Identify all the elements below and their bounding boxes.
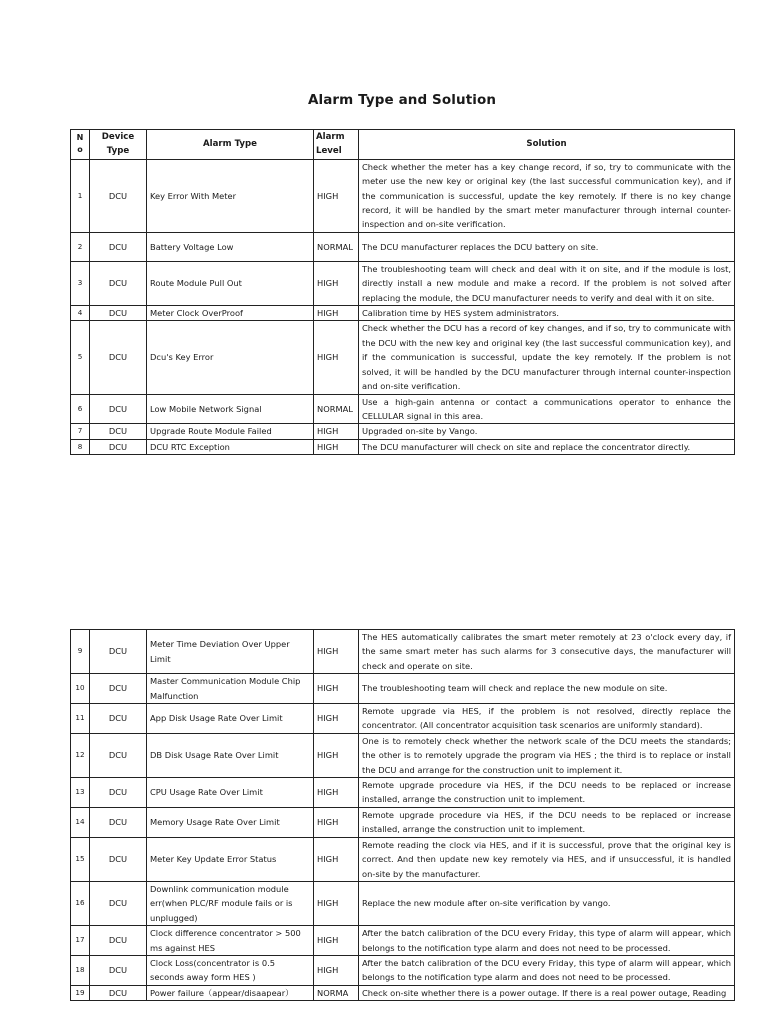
alarm-type-cell: Meter Clock OverProof — [147, 306, 314, 321]
alarm-type-cell: Power failure（appear/disaapear） — [147, 985, 314, 1000]
row-number: 18 — [71, 955, 90, 985]
row-number: 8 — [71, 439, 90, 454]
solution-cell: After the batch calibration of the DCU every Friday, this type of alarm will appear, which belongs to the notification type alarm and does not need to be processed. — [359, 955, 735, 985]
table-row — [71, 306, 735, 321]
row-number: 19 — [71, 985, 90, 1000]
table-row — [71, 424, 735, 439]
alarm-table-2 — [70, 629, 735, 1001]
row-number: 14 — [71, 807, 90, 837]
row-number: 9 — [71, 630, 90, 674]
device-type-cell: DCU — [90, 439, 147, 454]
table-row — [71, 704, 735, 734]
row-number: 6 — [71, 394, 90, 424]
alarm-level-cell: HIGH — [314, 704, 359, 734]
device-type-cell: DCU — [90, 733, 147, 777]
alarm-level-cell: HIGH — [314, 881, 359, 925]
alarm-type-cell: Clock Loss(concentrator is 0.5 seconds away form HES ) — [147, 955, 314, 985]
alarm-level-cell: HIGH — [314, 159, 359, 232]
table-row — [71, 630, 735, 674]
alarm-type-cell: Meter Time Deviation Over Upper Limit — [147, 630, 314, 674]
table-row — [71, 321, 735, 394]
device-type-cell: DCU — [90, 926, 147, 956]
row-number: 11 — [71, 704, 90, 734]
device-type-cell: DCU — [90, 881, 147, 925]
device-type-cell: DCU — [90, 704, 147, 734]
solution-cell: Remote upgrade procedure via HES, if the DCU needs to be replaced or increase installed, arrange the construction unit to implement. — [359, 778, 735, 808]
row-number: 15 — [71, 837, 90, 881]
page-title: Alarm Type and Solution — [307, 92, 497, 108]
solution-cell: Check on-site whether there is a power outage. If there is a real power outage, Reading — [359, 985, 735, 1000]
row-number: 7 — [71, 424, 90, 439]
row-number: 16 — [71, 881, 90, 925]
alarm-level-cell: HIGH — [314, 778, 359, 808]
table-header-row — [71, 130, 735, 160]
alarm-type-cell: Dcu's Key Error — [147, 321, 314, 394]
solution-cell: After the batch calibration of the DCU every Friday, this type of alarm will appear, which belongs to the notification type alarm and does not need to be processed. — [359, 926, 735, 956]
alarm-table-1 — [70, 129, 735, 455]
table-row — [71, 807, 735, 837]
solution-cell: Remote upgrade procedure via HES, if the DCU needs to be replaced or increase installed, arrange the construction unit to implement. — [359, 807, 735, 837]
alarm-type-cell: Clock difference concentrator > 500 ms against HES — [147, 926, 314, 956]
alarm-level-cell: HIGH — [314, 733, 359, 777]
solution-cell: Remote reading the clock via HES, and if it is successful, prove that the original key is correct. And then update new key remotely via HES, and if unsuccessful, it is handled on-site by the manufacturer. — [359, 837, 735, 881]
alarm-level-cell: NORMA — [314, 985, 359, 1000]
table-row — [71, 881, 735, 925]
alarm-level-cell: HIGH — [314, 926, 359, 956]
table-row — [71, 985, 735, 1000]
solution-cell: Check whether the meter has a key change record, if so, try to communicate with the meter use the new key or original key (the last successful communication key), and if the communication is successful, update the key remotely. If there is no key change record, it will be handled by the smart meter manufacturer through internal counter-inspection and on-site verification. — [359, 159, 735, 232]
device-type-cell: DCU — [90, 630, 147, 674]
alarm-level-cell: HIGH — [314, 261, 359, 305]
table-row — [71, 778, 735, 808]
row-number: 17 — [71, 926, 90, 956]
alarm-type-cell: CPU Usage Rate Over Limit — [147, 778, 314, 808]
table-row — [71, 733, 735, 777]
alarm-type-cell: Master Communication Module Chip Malfunction — [147, 674, 314, 704]
solution-cell: Replace the new module after on-site verification by vango. — [359, 881, 735, 925]
alarm-level-cell: HIGH — [314, 674, 359, 704]
table-row — [71, 674, 735, 704]
device-type-cell: DCU — [90, 985, 147, 1000]
solution-cell: The troubleshooting team will check and replace the new module on site. — [359, 674, 735, 704]
table-row — [71, 261, 735, 305]
header-no: N o — [71, 130, 90, 160]
device-type-cell: DCU — [90, 261, 147, 305]
header-alarm-type: Alarm Type — [147, 130, 314, 160]
header-alarm-level: Alarm Level — [314, 130, 359, 160]
table-row — [71, 232, 735, 261]
solution-cell: The DCU manufacturer will check on site and replace the concentrator directly. — [359, 439, 735, 454]
row-number: 2 — [71, 232, 90, 261]
header-solution: Solution — [359, 130, 735, 160]
table-row — [71, 394, 735, 424]
solution-cell: The DCU manufacturer replaces the DCU battery on site. — [359, 232, 735, 261]
row-number: 5 — [71, 321, 90, 394]
table-row — [71, 439, 735, 454]
alarm-level-cell: NORMAL — [314, 232, 359, 261]
table-row — [71, 837, 735, 881]
alarm-type-cell: Battery Voltage Low — [147, 232, 314, 261]
solution-cell: Calibration time by HES system administrators. — [359, 306, 735, 321]
row-number: 1 — [71, 159, 90, 232]
row-number: 4 — [71, 306, 90, 321]
device-type-cell: DCU — [90, 424, 147, 439]
device-type-cell: DCU — [90, 807, 147, 837]
alarm-type-cell: Low Mobile Network Signal — [147, 394, 314, 424]
alarm-level-cell: HIGH — [314, 306, 359, 321]
alarm-type-cell: Meter Key Update Error Status — [147, 837, 314, 881]
table-row — [71, 926, 735, 956]
solution-cell: The troubleshooting team will check and deal with it on site, and if the module is lost, directly install a new module and make a record. If the problem is not solved after replacing the module, the DCU manufacturer needs to verify and deal with it on site. — [359, 261, 735, 305]
alarm-level-cell: HIGH — [314, 955, 359, 985]
solution-cell: Upgraded on-site by Vango. — [359, 424, 735, 439]
device-type-cell: DCU — [90, 306, 147, 321]
alarm-type-cell: App Disk Usage Rate Over Limit — [147, 704, 314, 734]
alarm-level-cell: HIGH — [314, 424, 359, 439]
alarm-level-cell: HIGH — [314, 630, 359, 674]
header-device-type: Device Type — [90, 130, 147, 160]
alarm-type-cell: Memory Usage Rate Over Limit — [147, 807, 314, 837]
row-number: 13 — [71, 778, 90, 808]
device-type-cell: DCU — [90, 232, 147, 261]
alarm-level-cell: HIGH — [314, 439, 359, 454]
device-type-cell: DCU — [90, 674, 147, 704]
row-number: 10 — [71, 674, 90, 704]
alarm-level-cell: NORMAL — [314, 394, 359, 424]
table-row — [71, 955, 735, 985]
row-number: 12 — [71, 733, 90, 777]
solution-cell: Remote upgrade via HES, if the problem is not resolved, directly replace the concentrator. (All concentrator acquisition task scenarios are uniformly standard). — [359, 704, 735, 734]
alarm-level-cell: HIGH — [314, 321, 359, 394]
alarm-level-cell: HIGH — [314, 837, 359, 881]
alarm-type-cell: Key Error With Meter — [147, 159, 314, 232]
device-type-cell: DCU — [90, 837, 147, 881]
alarm-type-cell: DB Disk Usage Rate Over Limit — [147, 733, 314, 777]
alarm-type-cell: DCU RTC Exception — [147, 439, 314, 454]
alarm-type-cell: Downlink communication module err(when PLC/RF module fails or is unplugged) — [147, 881, 314, 925]
solution-cell: Use a high-gain antenna or contact a communications operator to enhance the CELLULAR signal in this area. — [359, 394, 735, 424]
device-type-cell: DCU — [90, 321, 147, 394]
solution-cell: Check whether the DCU has a record of key changes, and if so, try to communicate with the DCU with the new key and original key (the last successful communication key), and if the communication is successful, update the key remotely. If the problem is not solved, it will be handled by the DCU manufacturer through internal counter-inspection and on-site verification. — [359, 321, 735, 394]
device-type-cell: DCU — [90, 955, 147, 985]
device-type-cell: DCU — [90, 159, 147, 232]
alarm-type-cell: Upgrade Route Module Failed — [147, 424, 314, 439]
device-type-cell: DCU — [90, 778, 147, 808]
alarm-level-cell: HIGH — [314, 807, 359, 837]
alarm-type-cell: Route Module Pull Out — [147, 261, 314, 305]
solution-cell: One is to remotely check whether the network scale of the DCU meets the standards; the other is to remotely upgrade the program via HES ; the third is to replace or install the DCU and arrange for the construction unit to implement it. — [359, 733, 735, 777]
table-row — [71, 159, 735, 232]
row-number: 3 — [71, 261, 90, 305]
device-type-cell: DCU — [90, 394, 147, 424]
solution-cell: The HES automatically calibrates the smart meter remotely at 23 o'clock every day, if the same smart meter has such alarms for 3 consecutive days, the manufacturer will check and operate on site. — [359, 630, 735, 674]
